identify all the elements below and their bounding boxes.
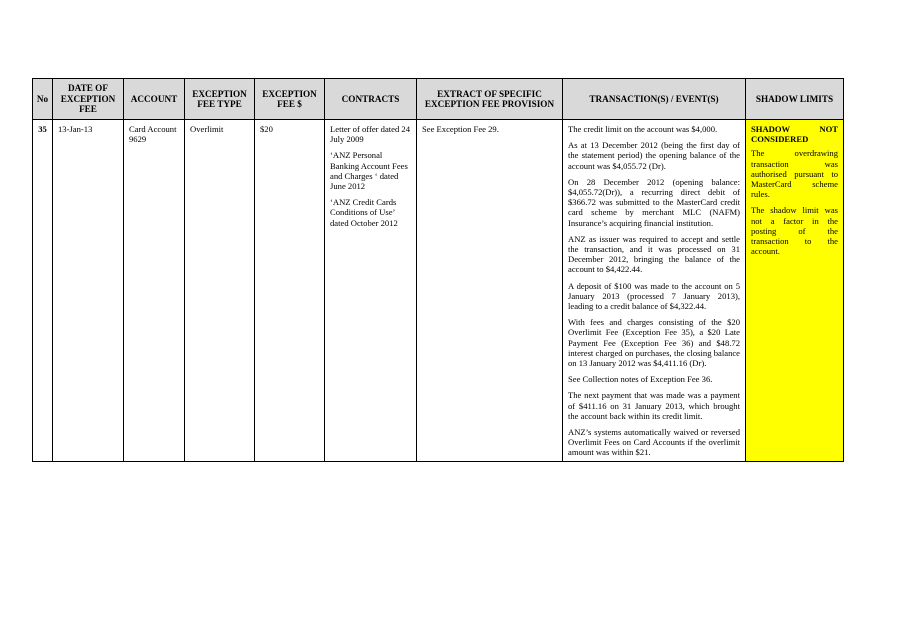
header-fee-type: EXCEPTION FEE TYPE [185,79,255,120]
table-row [33,120,844,462]
transaction-paragraph: With fees and charges consisting of the $20 Overlimit Fee (Exception Fee 35), a $20 Late Payment Fee (Exception Fee 36) and $48.72 interest charged on purchases, the closing balance on 13 January 2012 was $4,411.16 (Dr). [568,317,740,369]
contract-item: ‘ANZ Personal Banking Account Fees and Charges ‘ dated June 2012 [330,150,408,192]
cell-shadow-limits [746,120,844,462]
exception-fees-table [32,78,844,462]
transaction-paragraph: As at 13 December 2012 (being the first day of the statement period) the opening balance of the account was $4,055.72 (Dr). [568,140,740,171]
contract-item: Letter of offer dated 24 July 2009 [330,124,411,145]
transaction-paragraph: See Collection notes of Exception Fee 36. [568,374,713,385]
cell-contracts [325,120,417,462]
header-contracts: CONTRACTS [325,79,417,120]
shadow-paragraph: The overdrawing transaction was authorised pursuant to MasterCard scheme rules. [751,148,838,200]
transaction-paragraph: The next payment that was made was a payment of $411.16 on 31 January 2013, which brought the account back within its credit limit. [568,390,740,421]
transaction-paragraph: ANZ as issuer was required to accept and settle the transaction, and it was processed on 31 December 2012, bringing the balance of the account to $4,422.44. [568,233,740,275]
cell-account: Card Account 9629 [124,120,185,462]
header-extract: EXTRACT OF SPECIFIC EXCEPTION FEE PROVISION [417,79,563,120]
transaction-paragraph: A deposit of $100 was made to the account on 5 January 2013 (processed 7 January 2013), leading to a credit balance of $4,322.44. [568,280,740,312]
header-transactions: TRANSACTION(S) / EVENT(S) [563,79,746,120]
cell-fee-amount: $20 [255,120,325,462]
contract-item: ‘ANZ Credit Cards Conditions of Use’ dated October 2012 [330,197,398,228]
cell-extract: See Exception Fee 29. [417,120,563,462]
header-account: ACCOUNT [124,79,185,120]
cell-transactions [563,120,746,462]
cell-no: 35 [33,120,53,462]
shadow-heading: SHADOW NOT CONSIDERED [751,124,838,145]
transaction-paragraph: ANZ’s systems automatically waived or reversed Overlimit Fees on Card Accounts if the overlimit amount was within $21. [568,427,740,458]
transaction-paragraph: On 28 December 2012 (opening balance: $4,055.72(Dr)), a recurring direct debit of $366.72 was submitted to the MasterCard credit card scheme by merchant MLC (NAFM) Insurance’s acquiring financial institution. [568,176,740,228]
cell-fee-type: Overlimit [185,120,255,462]
cell-date: 13-Jan-13 [53,120,124,462]
header-date: DATE OF EXCEPTION FEE [53,79,124,120]
header-fee-amount: EXCEPTION FEE $ [255,79,325,120]
header-shadow-limits: SHADOW LIMITS [746,79,844,120]
transaction-paragraph: The credit limit on the account was $4,000. [568,124,718,134]
header-no: No [33,79,53,120]
table-header-row [33,79,844,120]
shadow-paragraph: The shadow limit was not a factor in the posting of the transaction to the account. [751,205,838,257]
